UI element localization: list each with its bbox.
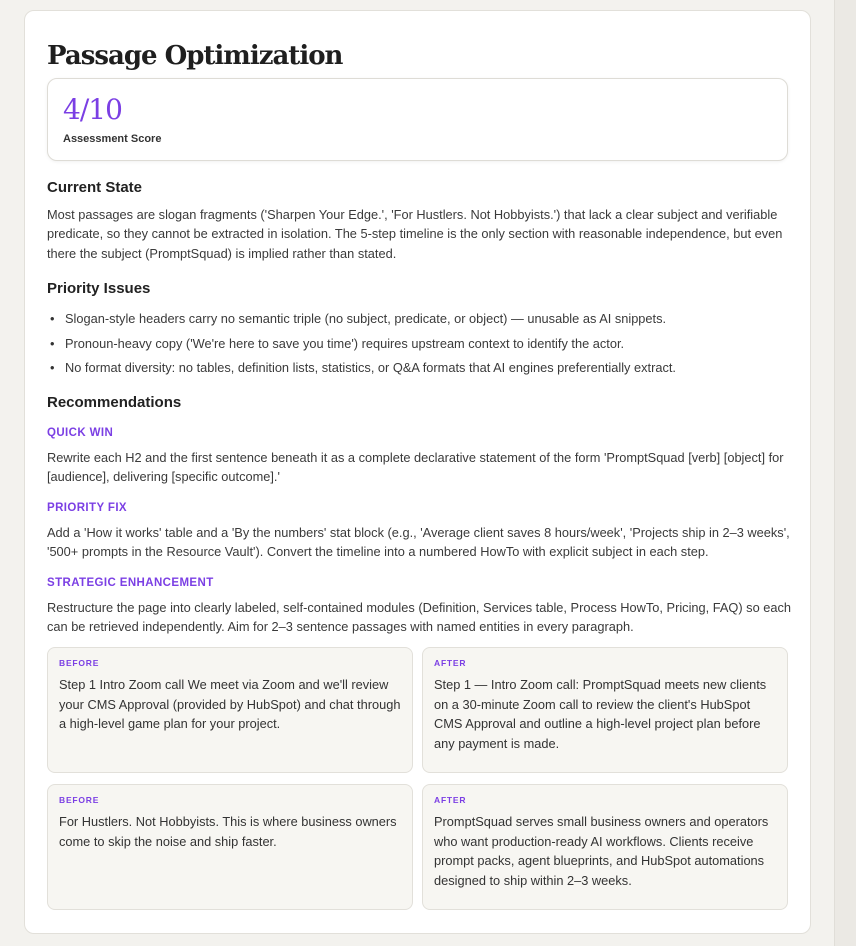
before-example-2 xyxy=(47,784,413,910)
assessment-score-box xyxy=(47,78,788,161)
list-item xyxy=(47,309,792,328)
priority-issues-list xyxy=(47,309,792,383)
current-state-heading: Current State xyxy=(47,179,143,196)
after-text: PromptSquad serves small business owners and operators who want production-ready AI workflows. Clients receive prompt packs, agent blueprints, and HubSpot automations designed to ship within 2–3 weeks. xyxy=(434,814,769,888)
before-example-1 xyxy=(47,647,413,773)
before-tag: BEFORE xyxy=(59,658,100,668)
quick-win-text: Rewrite each H2 and the first sentence beneath it as a complete declarative statement of the form 'PromptSquad [verb] [object] for [audience], delivering [specific outcome].' xyxy=(47,450,784,485)
issue-text: No format diversity: no tables, definition lists, statistics, or Q&A formats that AI engines preferentially extract. xyxy=(65,360,676,375)
strategic-enhancement-label: STRATEGIC ENHANCEMENT xyxy=(47,577,214,589)
list-item xyxy=(47,334,792,353)
after-text: Step 1 — Intro Zoom call: PromptSquad meets new clients on a 30-minute Zoom call to review the client's HubSpot CMS Approval and outline a high-level project plan before any payment is made. xyxy=(434,677,767,751)
priority-issues-heading: Priority Issues xyxy=(47,280,151,297)
passage-optimization-card xyxy=(24,10,811,934)
quick-win-label: QUICK WIN xyxy=(47,427,114,439)
before-text: Step 1 Intro Zoom call We meet via Zoom and we'll review your CMS Approval (provided by HubSpot) and chat through a high-level game plan for your project. xyxy=(59,677,401,731)
strategic-enhancement-text: Restructure the page into clearly labeled, self-contained modules (Definition, Services table, Process HowTo, Pricing, FAQ) so each can be retrieved independently. Aim for 2–3 sentence passages with named entities in every paragraph. xyxy=(47,600,791,635)
current-state-text: Most passages are slogan fragments ('Sharpen Your Edge.', 'For Hustlers. Not Hobbyists.') that lack a clear subject and verifiable predicate, so they cannot be extracted in isolation. The 5-step timeline is the only section with reasonable independence, but even there the subject (PromptSquad) is implied rather than stated. xyxy=(47,207,783,261)
issue-text: Pronoun-heavy copy ('We're here to save you time') requires upstream context to identify the actor. xyxy=(65,335,625,351)
bullet-icon: • xyxy=(50,335,55,351)
before-tag: BEFORE xyxy=(59,795,100,805)
score-label: Assessment Score xyxy=(63,133,162,145)
page-title: Passage Optimization xyxy=(47,41,343,71)
priority-fix-label: PRIORITY FIX xyxy=(47,502,127,514)
recommendations-heading: Recommendations xyxy=(47,394,182,411)
score-value: 4/10 xyxy=(63,93,122,126)
after-example-1 xyxy=(422,647,788,773)
page-scrollbar[interactable] xyxy=(834,0,856,946)
after-tag: AFTER xyxy=(434,795,467,805)
before-text: For Hustlers. Not Hobbyists. This is where business owners come to skip the noise and ship faster. xyxy=(59,814,397,849)
after-tag: AFTER xyxy=(434,658,467,668)
bullet-icon: • xyxy=(50,311,55,326)
after-example-2 xyxy=(422,784,788,910)
issue-text: Slogan-style headers carry no semantic triple (no subject, predicate, or object) — unusable as AI snippets. xyxy=(65,311,667,326)
bullet-icon: • xyxy=(50,360,55,375)
priority-fix-text: Add a 'How it works' table and a 'By the numbers' stat block (e.g., 'Average client saves 8 hours/week', 'Projects ship in 2–3 weeks', '500+ prompts in the Resource Vault'). Convert the timeline into a numbered HowTo with explicit subject in each step. xyxy=(47,525,790,560)
list-item xyxy=(47,358,792,377)
